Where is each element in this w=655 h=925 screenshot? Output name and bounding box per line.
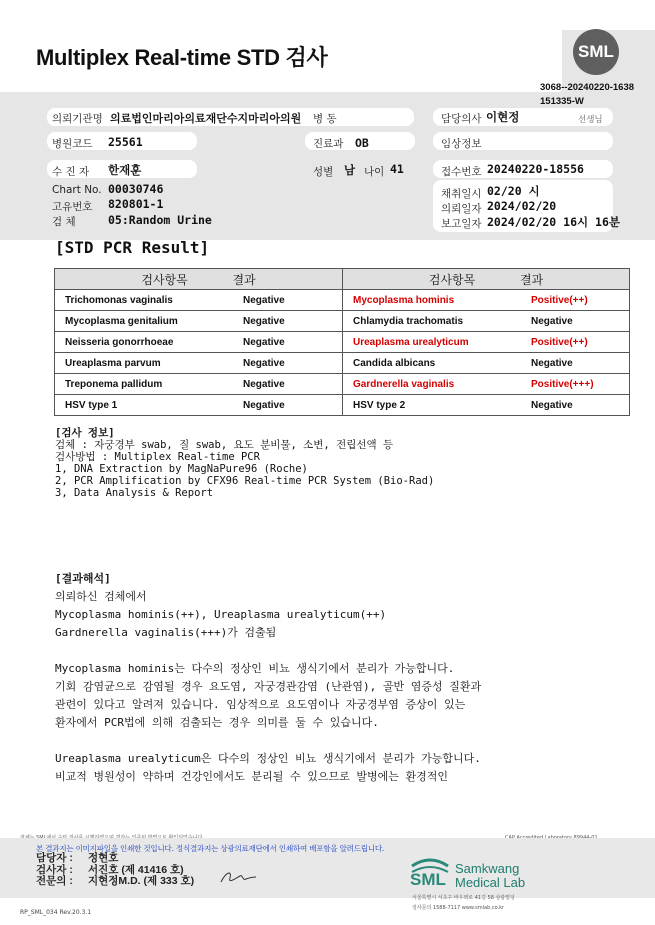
results-header-row [55, 269, 630, 290]
clinical-info-label: 임상정보 [441, 138, 482, 150]
results-table [54, 268, 630, 416]
result-cell [55, 374, 343, 395]
address-line1: 서울특별시 서초구 바우뫼로 41길 58 삼광빌딩 [412, 895, 515, 901]
chart-no-label: Chart No. [52, 184, 102, 196]
result-cell [343, 311, 630, 332]
results-header-right [343, 269, 630, 290]
result-cell [343, 353, 630, 374]
requested-label: 의뢰일자 [441, 203, 482, 215]
report-code-line1: 3068--20240220-1638 [540, 82, 635, 93]
test-result-value: Positive(++) [531, 294, 588, 306]
sml-logo: SML [573, 29, 619, 75]
result-cell [55, 332, 343, 353]
result-cell [55, 290, 343, 311]
test-item-name: Ureaplasma urealyticum [353, 336, 469, 348]
interpretation-heading: [결과해석] [55, 572, 111, 585]
doctor-label: 담당의사 [441, 113, 482, 125]
collected-label: 채취일시 [441, 188, 482, 200]
test-result-value: Negative [243, 294, 285, 306]
col-item-right: 검사항목 [428, 272, 476, 287]
age-value: 41 [390, 162, 404, 176]
test-result-value: Negative [531, 357, 573, 369]
brand-line1: Samkwang [455, 861, 520, 876]
brand-logo-text: SML [410, 870, 446, 889]
test-result-value: Negative [243, 399, 285, 411]
receipt-no-value: 20240220-18556 [487, 162, 584, 176]
result-cell [343, 374, 630, 395]
test-item-name: Ureaplasma parvum [65, 357, 161, 369]
receipt-no-label: 접수번호 [441, 166, 482, 178]
section-title-results: [STD PCR Result] [55, 238, 210, 257]
sex-value: 남 [344, 163, 356, 177]
interpretation-line: Mycoplasma hominis(++), Ureaplasma urealyticum(++) [55, 608, 387, 621]
reported-value: 2024/02/20 16시 16분 [487, 215, 620, 229]
collected-value: 02/20 시 [487, 184, 540, 198]
hospital-code-value: 25561 [108, 135, 143, 149]
test-item-name: HSV type 2 [353, 399, 406, 411]
table-row [55, 311, 630, 332]
reported-label: 보고일자 [441, 218, 482, 230]
requested-value: 2024/02/20 [487, 199, 557, 213]
brand-name [455, 862, 525, 890]
test-result-value: Positive(+++) [531, 378, 594, 390]
test-item-name: Neisseria gonorrhoeae [65, 336, 174, 348]
institution-value: 의료법인마리아의료재단수지마리아의원 [110, 112, 302, 125]
test-item-name: Treponema pallidum [65, 378, 163, 390]
person3-value: 지현정M.D. (제 333 호) [88, 875, 195, 887]
test-info-line: 검체 : 자궁경부 swab, 질 swab, 요도 분비물, 소변, 전립선액 등 [55, 439, 394, 451]
interpretation-line [55, 732, 635, 750]
hospital-code-label: 병원코드 [52, 138, 93, 150]
interpretation-block [55, 570, 635, 786]
test-result-value: Negative [243, 336, 285, 348]
doctor-suffix: 선생님 [578, 115, 603, 125]
person1-value: 정현호 [88, 852, 119, 864]
interpretation-line: Ureaplasma urealyticum은 다수의 정상인 비뇨 생식기에서 분리가 가능합니다. [55, 752, 481, 765]
interpretation-line: 관련이 있다고 알려져 있습니다. 임상적으로 요도염이나 자궁경부염 증상이 있는 [55, 698, 466, 711]
test-item-name: Candida albicans [353, 357, 436, 369]
unique-no-label: 고유번호 [52, 201, 93, 213]
test-info-line: 2, PCR Amplification by CFX96 Real-time PCR System (Bio-Rad) [55, 475, 435, 487]
test-info-line: 검사방법 : Multiplex Real-time PCR [55, 451, 260, 463]
signature-icon [218, 868, 258, 886]
test-result-value: Positive(++) [531, 336, 588, 348]
interpretation-line: 환자에서 PCR법에 의해 검출되는 경우 의미를 둘 수 있습니다. [55, 716, 379, 729]
dept-label: 진료과 [313, 138, 344, 150]
interpretation-line: Gardnerella vaginalis(+++)가 검출됨 [55, 626, 277, 639]
patient-label: 수 진 자 [52, 166, 90, 178]
col-item-left: 검사항목 [141, 272, 188, 287]
footer-notice: 본 결과지는 이미지파일을 인쇄한 것입니다. 정식결과지는 상광의료재단에서 인쇄하여 배포함을 알려드립니다. [36, 844, 385, 853]
form-code: RP_SML_034 Rev.20.3.1 [20, 909, 92, 916]
test-info-line: 3, Data Analysis & Report [55, 487, 214, 499]
table-row [55, 395, 630, 416]
person2-label: 검사자 : [36, 863, 73, 876]
table-row [55, 374, 630, 395]
result-cell [343, 290, 630, 311]
col-result-right: 결과 [519, 272, 544, 287]
ward-label: 병 동 [313, 113, 337, 125]
results-header-left [55, 269, 343, 290]
test-item-name: Trichomonas vaginalis [65, 294, 173, 306]
interpretation-line: 비교적 병원성이 약하며 건강인에서도 분리될 수 있으므로 발병에는 환경적인 [55, 770, 449, 783]
test-result-value: Negative [531, 315, 573, 327]
dept-value: OB [355, 136, 369, 150]
test-info-line: 1, DNA Extraction by MagNaPure96 (Roche) [55, 463, 308, 475]
age-label: 나이 [364, 166, 385, 178]
result-cell [55, 395, 343, 416]
col-result-left: 결과 [232, 272, 256, 287]
report-code-line2: 151335-W [540, 96, 584, 107]
person3-label: 전문의 : [36, 875, 73, 887]
patient-name: 한재훈 [108, 163, 142, 177]
test-result-value: Negative [243, 315, 285, 327]
doctor-value: 이현정 [486, 110, 520, 124]
institution-label: 의뢰기관명 [52, 113, 103, 125]
test-result-value: Negative [243, 378, 285, 390]
report-title: Multiplex Real-time STD 검사 [36, 45, 328, 70]
signatories [36, 853, 194, 888]
result-cell [343, 395, 630, 416]
table-row [55, 290, 630, 311]
person1-label: 담당자 : [36, 852, 73, 864]
address-line2: 검사문의 1588-7117 www.smlab.co.kr [412, 905, 505, 911]
result-cell [55, 353, 343, 374]
result-cell [343, 332, 630, 353]
test-item-name: Mycoplasma genitalium [65, 315, 178, 327]
test-info-heading: [검사 정보] [55, 427, 115, 439]
interpretation-line: Mycoplasma hominis는 다수의 정상인 비뇨 생식기에서 분리가 가능합니다. [55, 662, 455, 675]
chart-no-value: 00030746 [108, 182, 164, 196]
test-item-name: Chlamydia trachomatis [353, 315, 464, 327]
sex-label: 성별 [313, 166, 334, 178]
test-info-block [55, 427, 434, 499]
unique-no-value: 820801-1 [108, 197, 164, 211]
result-cell [55, 311, 343, 332]
interpretation-line [55, 642, 635, 660]
interpretation-line: 의뢰하신 검체에서 [55, 590, 147, 603]
person2-value: 서진호 (제 41416 호) [88, 863, 184, 876]
table-row [55, 332, 630, 353]
interpretation-line: 기회 감염균으로 감염될 경우 요도염, 자궁경관감염 (난관염), 골반 염증성 질환과 [55, 680, 482, 693]
table-row [55, 353, 630, 374]
test-item-name: Mycoplasma hominis [353, 294, 455, 306]
brand-line2: Medical Lab [455, 875, 526, 890]
test-result-value: Negative [243, 357, 285, 369]
test-result-value: Negative [531, 399, 573, 411]
specimen-label: 검 체 [52, 216, 76, 228]
test-item-name: HSV type 1 [65, 399, 118, 411]
specimen-value: 05:Random Urine [108, 213, 212, 227]
test-item-name: Gardnerella vaginalis [353, 378, 455, 390]
